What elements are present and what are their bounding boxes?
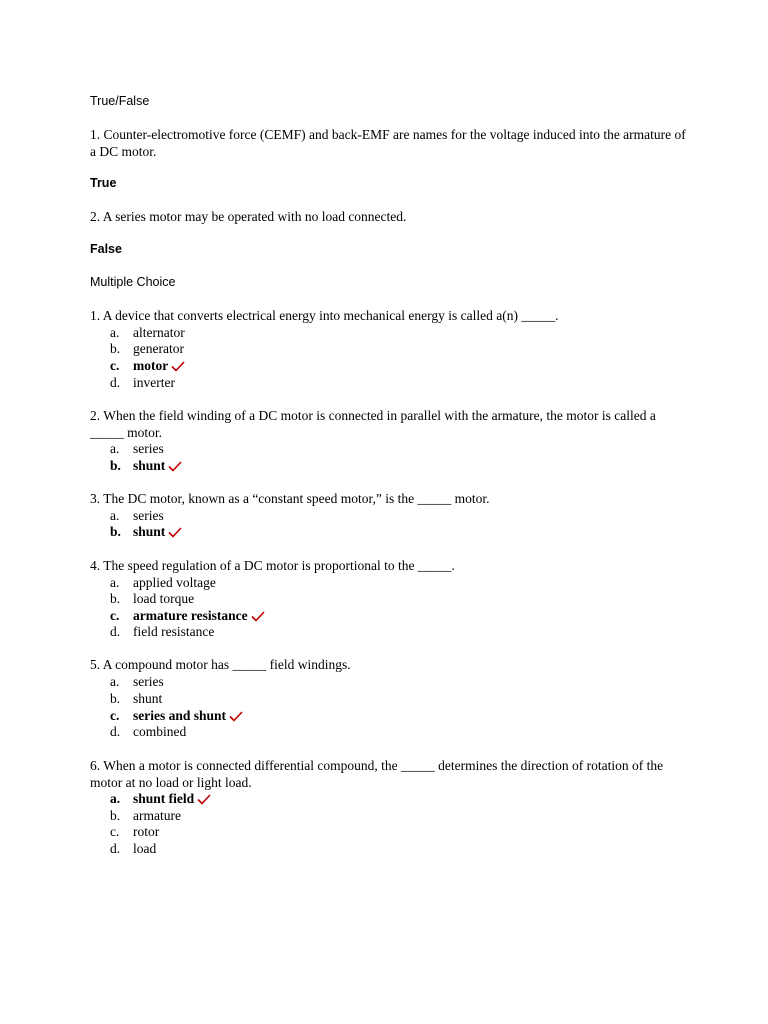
mc-option-correct: c. series and shunt — [110, 708, 243, 725]
mc-option-correct: c. armature resistance — [110, 608, 265, 625]
mc-option-correct: b. shunt — [110, 524, 182, 541]
mc-option: b. armature — [110, 808, 181, 823]
checkmark-icon — [251, 611, 265, 622]
mc-option: b. load torque — [110, 591, 195, 606]
checkmark-icon — [197, 794, 211, 805]
mc-question-2: 2. When the field winding of a DC motor is connected in parallel with the armature, the motor is called a _____ motor. — [90, 408, 656, 440]
mc-option: a. applied voltage — [110, 575, 216, 590]
mc-question-1: 1. A device that converts electrical energy into mechanical energy is called a(n) _____. — [90, 308, 559, 323]
mc-option-correct: a. shunt field — [110, 791, 211, 808]
mc-question-6: 6. When a motor is connected differential compound, the _____ determines the direction of rotation of the motor at no load or light load. — [90, 758, 664, 790]
true-false-heading: True/False — [90, 94, 150, 108]
mc-option: d. load — [110, 841, 157, 856]
mc-option: b. generator — [110, 341, 184, 356]
tf-question-2: 2. A series motor may be operated with no load connected. — [90, 209, 407, 224]
mc-question-5: 5. A compound motor has _____ field windings. — [90, 657, 351, 672]
tf-answer-2: False — [90, 242, 122, 256]
mc-option-correct: c. motor — [110, 358, 185, 375]
mc-option-correct: b. shunt — [110, 458, 182, 475]
mc-option: a. series — [110, 441, 164, 456]
checkmark-icon — [171, 361, 185, 372]
mc-option: a. alternator — [110, 325, 185, 340]
mc-option: a. series — [110, 674, 164, 689]
checkmark-icon — [168, 527, 182, 538]
mc-question-4: 4. The speed regulation of a DC motor is proportional to the _____. — [90, 558, 455, 573]
tf-answer-1: True — [90, 176, 117, 190]
mc-option: d. combined — [110, 724, 187, 739]
checkmark-icon — [168, 461, 182, 472]
mc-option: d. inverter — [110, 375, 175, 390]
tf-question-1: 1. Counter-electromotive force (CEMF) and back-EMF are names for the voltage induced into the armature of a DC motor. — [90, 127, 686, 159]
mc-option: b. shunt — [110, 691, 163, 706]
mc-option: a. series — [110, 508, 164, 523]
mc-option: d. field resistance — [110, 624, 215, 639]
checkmark-icon — [229, 711, 243, 722]
multiple-choice-heading: Multiple Choice — [90, 275, 176, 289]
mc-option: c. rotor — [110, 824, 160, 839]
mc-question-3: 3. The DC motor, known as a “constant speed motor,” is the _____ motor. — [90, 491, 490, 506]
